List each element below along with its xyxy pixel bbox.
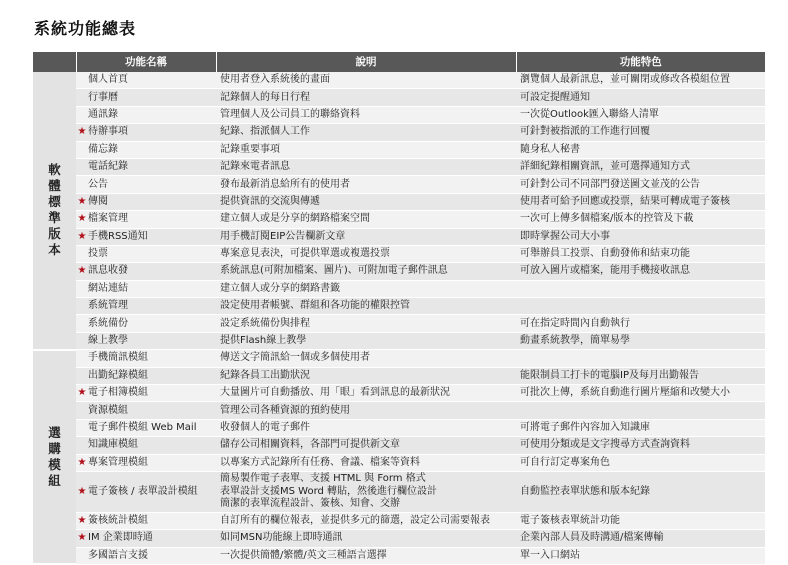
feature-cell: 可將電子郵件內容加入知識庫 xyxy=(516,419,765,436)
description-cell xyxy=(216,298,516,315)
function-name-cell xyxy=(76,402,216,419)
function-name-cell xyxy=(76,211,216,228)
description-cell xyxy=(216,228,516,245)
function-name-cell xyxy=(76,176,216,193)
description-cell xyxy=(216,158,516,175)
feature-cell: 一次從Outlook匯入聯絡人清單 xyxy=(516,106,765,123)
star-icon: ★ xyxy=(77,485,87,497)
table-row xyxy=(33,332,765,349)
header-feature: 功能特色 xyxy=(516,52,765,72)
description-cell xyxy=(216,89,516,106)
description-text: 如同MSN功能線上即時通訊 xyxy=(220,532,343,544)
feature-cell xyxy=(516,280,765,297)
table-row xyxy=(33,298,765,315)
description-cell xyxy=(216,106,516,123)
page-title: 系統功能總表 xyxy=(34,19,137,38)
table-row xyxy=(33,350,765,367)
function-name: 電子簽核 / 表單設計模組 xyxy=(88,485,198,497)
function-name: 線上教學 xyxy=(88,335,128,347)
function-name-cell xyxy=(76,106,216,123)
table-body xyxy=(33,72,765,564)
function-name: 訊息收發 xyxy=(88,265,128,277)
feature-cell: 可自行訂定專案角色 xyxy=(516,454,765,471)
feature-cell: 可使用分類或是文字搜尋方式查詢資料 xyxy=(516,437,765,454)
feature-cell: 瀏覽個人最新訊息，並可關閉或修改各模組位置 xyxy=(516,72,765,89)
function-name: 檔案管理 xyxy=(88,213,128,225)
feature-cell: 可放入圖片或檔案，能用手機接收訊息 xyxy=(516,263,765,280)
function-name-cell xyxy=(76,228,216,245)
description-text: 記錄個人的每日行程 xyxy=(220,91,310,103)
function-name: 個人首頁 xyxy=(88,74,128,86)
feature-cell: 可批次上傳，系統自動進行圖片壓縮和改變大小 xyxy=(516,385,765,402)
table-row xyxy=(33,211,765,228)
description-text: 建立個人或是分享的網路檔案空間 xyxy=(220,213,370,225)
table-row xyxy=(33,263,765,280)
description-cell xyxy=(216,367,516,384)
table-header-row xyxy=(33,52,765,72)
function-name: 電子郵件模組 Web Mail xyxy=(88,422,197,433)
group-label xyxy=(33,72,76,350)
function-name-cell xyxy=(76,124,216,141)
description-cell xyxy=(216,176,516,193)
description-text: 專案意見表決，可提供單選或複選投票 xyxy=(220,248,390,260)
function-name-cell xyxy=(76,332,216,349)
function-name: 電話紀錄 xyxy=(88,161,128,173)
function-name: 系統管理 xyxy=(88,300,128,312)
header-function-name: 功能名稱 xyxy=(76,52,216,72)
feature-cell: 詳細紀錄相關資訊，並可選擇通知方式 xyxy=(516,158,765,175)
feature-cell xyxy=(516,350,765,367)
table-row xyxy=(33,437,765,454)
feature-cell: 一次可上傳多個檔案/版本的控管及下載 xyxy=(516,211,765,228)
group-label-char: 選 xyxy=(48,425,61,441)
function-name-cell xyxy=(76,72,216,89)
description-text: 表單設計支援MS Word 轉貼，然後進行欄位設計 xyxy=(220,485,438,497)
feature-cell: 動畫系統教學，簡單易學 xyxy=(516,332,765,349)
description-text: 紀錄各員工出勤狀況 xyxy=(220,369,310,381)
table-row xyxy=(33,385,765,402)
description-cell xyxy=(216,315,516,332)
description-text: 建立個人或分享的網路書籤 xyxy=(220,282,340,294)
feature-cell: 可針對被指派的工作進行回覆 xyxy=(516,124,765,141)
description-text: 簡易製作電子表單、支援 HTML 與 Form 格式 xyxy=(220,472,426,484)
table-row xyxy=(33,402,765,419)
function-name: IM 企業即時通 xyxy=(88,532,153,544)
star-icon: ★ xyxy=(77,456,87,468)
function-name-cell xyxy=(76,471,216,512)
star-icon: ★ xyxy=(77,213,87,225)
description-cell xyxy=(216,385,516,402)
table-row xyxy=(33,176,765,193)
feature-cell: 企業內部人員及時溝通/檔案傳輸 xyxy=(516,530,765,547)
description-text: 紀錄、指派個人工作 xyxy=(220,126,310,138)
description-text: 發布最新消息給所有的使用者 xyxy=(220,178,350,190)
function-name: 通訊錄 xyxy=(88,108,118,120)
feature-cell: 自動監控表單狀態和版本紀錄 xyxy=(516,471,765,512)
feature-cell xyxy=(516,402,765,419)
function-name-cell xyxy=(76,193,216,210)
group-label-char: 軟 xyxy=(48,162,61,178)
table-row xyxy=(33,72,765,89)
feature-cell: 隨身私人秘書 xyxy=(516,141,765,158)
table-row xyxy=(33,471,765,512)
function-name: 電子相簿模組 xyxy=(88,387,148,399)
description-text: 收發個人的電子郵件 xyxy=(220,422,310,433)
description-cell xyxy=(216,547,516,564)
group-label xyxy=(33,350,76,565)
feature-cell: 使用者可給予回應或投票，結果可轉成電子簽核 xyxy=(516,193,765,210)
function-name-cell xyxy=(76,512,216,529)
function-name: 手機簡訊模組 xyxy=(88,352,148,364)
table-row xyxy=(33,512,765,529)
star-icon: ★ xyxy=(77,514,87,526)
description-text: 提供Flash線上教學 xyxy=(220,335,307,347)
description-cell xyxy=(216,530,516,547)
table-row xyxy=(33,454,765,471)
function-name-cell xyxy=(76,280,216,297)
description-cell xyxy=(216,350,516,367)
feature-table xyxy=(33,52,765,565)
group-label-char: 體 xyxy=(48,178,61,194)
table-row xyxy=(33,141,765,158)
feature-cell: 單一入口網站 xyxy=(516,547,765,564)
function-name: 待辦事項 xyxy=(88,126,128,138)
table-row xyxy=(33,315,765,332)
function-name-cell xyxy=(76,547,216,564)
header-group xyxy=(33,52,76,72)
description-cell xyxy=(216,402,516,419)
header-description: 說明 xyxy=(216,52,516,72)
description-text: 記錄來電者訊息 xyxy=(220,161,290,173)
feature-cell xyxy=(516,298,765,315)
description-cell xyxy=(216,193,516,210)
description-text: 設定系統備份與排程 xyxy=(220,317,310,329)
table-row xyxy=(33,193,765,210)
function-name-cell xyxy=(76,437,216,454)
table-row xyxy=(33,124,765,141)
description-cell xyxy=(216,332,516,349)
function-name-cell xyxy=(76,315,216,332)
description-text: 使用者登入系統後的畫面 xyxy=(220,74,330,86)
function-name-cell xyxy=(76,367,216,384)
function-name: 知識庫模組 xyxy=(88,439,138,451)
star-icon: ★ xyxy=(77,230,87,242)
function-name-cell xyxy=(76,419,216,436)
function-name-cell xyxy=(76,530,216,547)
table-row xyxy=(33,530,765,547)
function-name: 專案管理模組 xyxy=(88,456,148,468)
table-row xyxy=(33,245,765,262)
feature-cell: 電子簽核表單統計功能 xyxy=(516,512,765,529)
feature-cell: 即時掌握公司大小事 xyxy=(516,228,765,245)
description-cell xyxy=(216,245,516,262)
description-cell xyxy=(216,211,516,228)
description-text: 一次提供簡體/繁體/英文三種語言選擇 xyxy=(220,549,387,561)
star-icon: ★ xyxy=(77,532,87,544)
description-text: 系統訊息(可附加檔案、圖片)、可附加電子郵件訊息 xyxy=(220,265,448,277)
function-name: 傳閱 xyxy=(88,195,108,207)
function-name: 出勤紀錄模組 xyxy=(88,369,148,381)
function-name-cell xyxy=(76,454,216,471)
description-text: 管理公司各種資源的預約使用 xyxy=(220,404,350,416)
star-icon: ★ xyxy=(77,195,87,207)
table-row xyxy=(33,280,765,297)
table-row xyxy=(33,106,765,123)
function-name-cell xyxy=(76,263,216,280)
table-row xyxy=(33,228,765,245)
description-text: 以專案方式記錄所有任務、會議、檔案等資料 xyxy=(220,456,420,468)
group-label-char: 版 xyxy=(48,226,61,242)
group-label-char: 標 xyxy=(48,194,61,210)
description-cell xyxy=(216,471,516,512)
description-cell xyxy=(216,419,516,436)
function-name-cell xyxy=(76,385,216,402)
group-label-char: 購 xyxy=(48,441,61,457)
function-name: 系統備份 xyxy=(88,317,128,329)
feature-cell: 可針對公司不同部門發送圖文並茂的公告 xyxy=(516,176,765,193)
description-cell xyxy=(216,512,516,529)
table-row xyxy=(33,367,765,384)
group-label-char: 本 xyxy=(48,242,61,258)
description-text: 自訂所有的欄位報表，並提供多元的篩選，設定公司需要報表 xyxy=(220,514,490,526)
description-cell xyxy=(216,280,516,297)
description-cell xyxy=(216,437,516,454)
table-row xyxy=(33,89,765,106)
function-name: 公告 xyxy=(88,178,108,190)
description-text: 大量圖片可自動播放、用「眼」看到訊息的最新狀況 xyxy=(220,387,450,399)
function-name: 網站連結 xyxy=(88,282,128,294)
function-name: 手機RSS通知 xyxy=(88,230,148,242)
feature-cell: 能限制員工打卡的電腦IP及每月出勤報告 xyxy=(516,367,765,384)
description-text: 設定使用者帳號、群組和各功能的權限控管 xyxy=(220,300,410,312)
function-name-cell xyxy=(76,298,216,315)
group-label-char: 組 xyxy=(48,473,61,489)
description-cell xyxy=(216,72,516,89)
description-cell xyxy=(216,454,516,471)
function-name-cell xyxy=(76,245,216,262)
description-text: 儲存公司相關資料，各部門可提供新文章 xyxy=(220,439,400,451)
function-name-cell xyxy=(76,158,216,175)
table-row xyxy=(33,547,765,564)
table-row xyxy=(33,158,765,175)
description-text: 記錄重要事項 xyxy=(220,143,280,155)
feature-cell: 可舉辦員工投票、自動發佈和結束功能 xyxy=(516,245,765,262)
description-text: 管理個人及公司員工的聯絡資料 xyxy=(220,108,360,120)
star-icon: ★ xyxy=(77,387,87,399)
description-cell xyxy=(216,263,516,280)
description-text: 傳送文字簡訊給一個或多個使用者 xyxy=(220,352,370,364)
function-name: 資源模組 xyxy=(88,404,128,416)
table-row xyxy=(33,419,765,436)
function-name: 多國語言支援 xyxy=(88,549,148,561)
function-name-cell xyxy=(76,89,216,106)
function-name: 投票 xyxy=(88,248,108,260)
feature-cell: 可在指定時間內自動執行 xyxy=(516,315,765,332)
star-icon: ★ xyxy=(77,265,87,277)
group-label-char: 準 xyxy=(48,210,61,226)
function-name: 備忘錄 xyxy=(88,143,118,155)
description-text: 簡潔的表單流程設計、簽核、知會、交辦 xyxy=(220,498,400,510)
description-text: 提供資訊的交流與傳遞 xyxy=(220,195,320,207)
group-label-char: 模 xyxy=(48,457,61,473)
star-icon: ★ xyxy=(77,126,87,138)
description-cell xyxy=(216,124,516,141)
function-name-cell xyxy=(76,350,216,367)
function-name: 行事曆 xyxy=(88,91,118,103)
function-name-cell xyxy=(76,141,216,158)
function-name: 簽核統計模組 xyxy=(88,514,148,526)
description-cell xyxy=(216,141,516,158)
feature-cell: 可設定提醒通知 xyxy=(516,89,765,106)
description-text: 用手機訂閱EIP公告欄新文章 xyxy=(220,230,346,242)
